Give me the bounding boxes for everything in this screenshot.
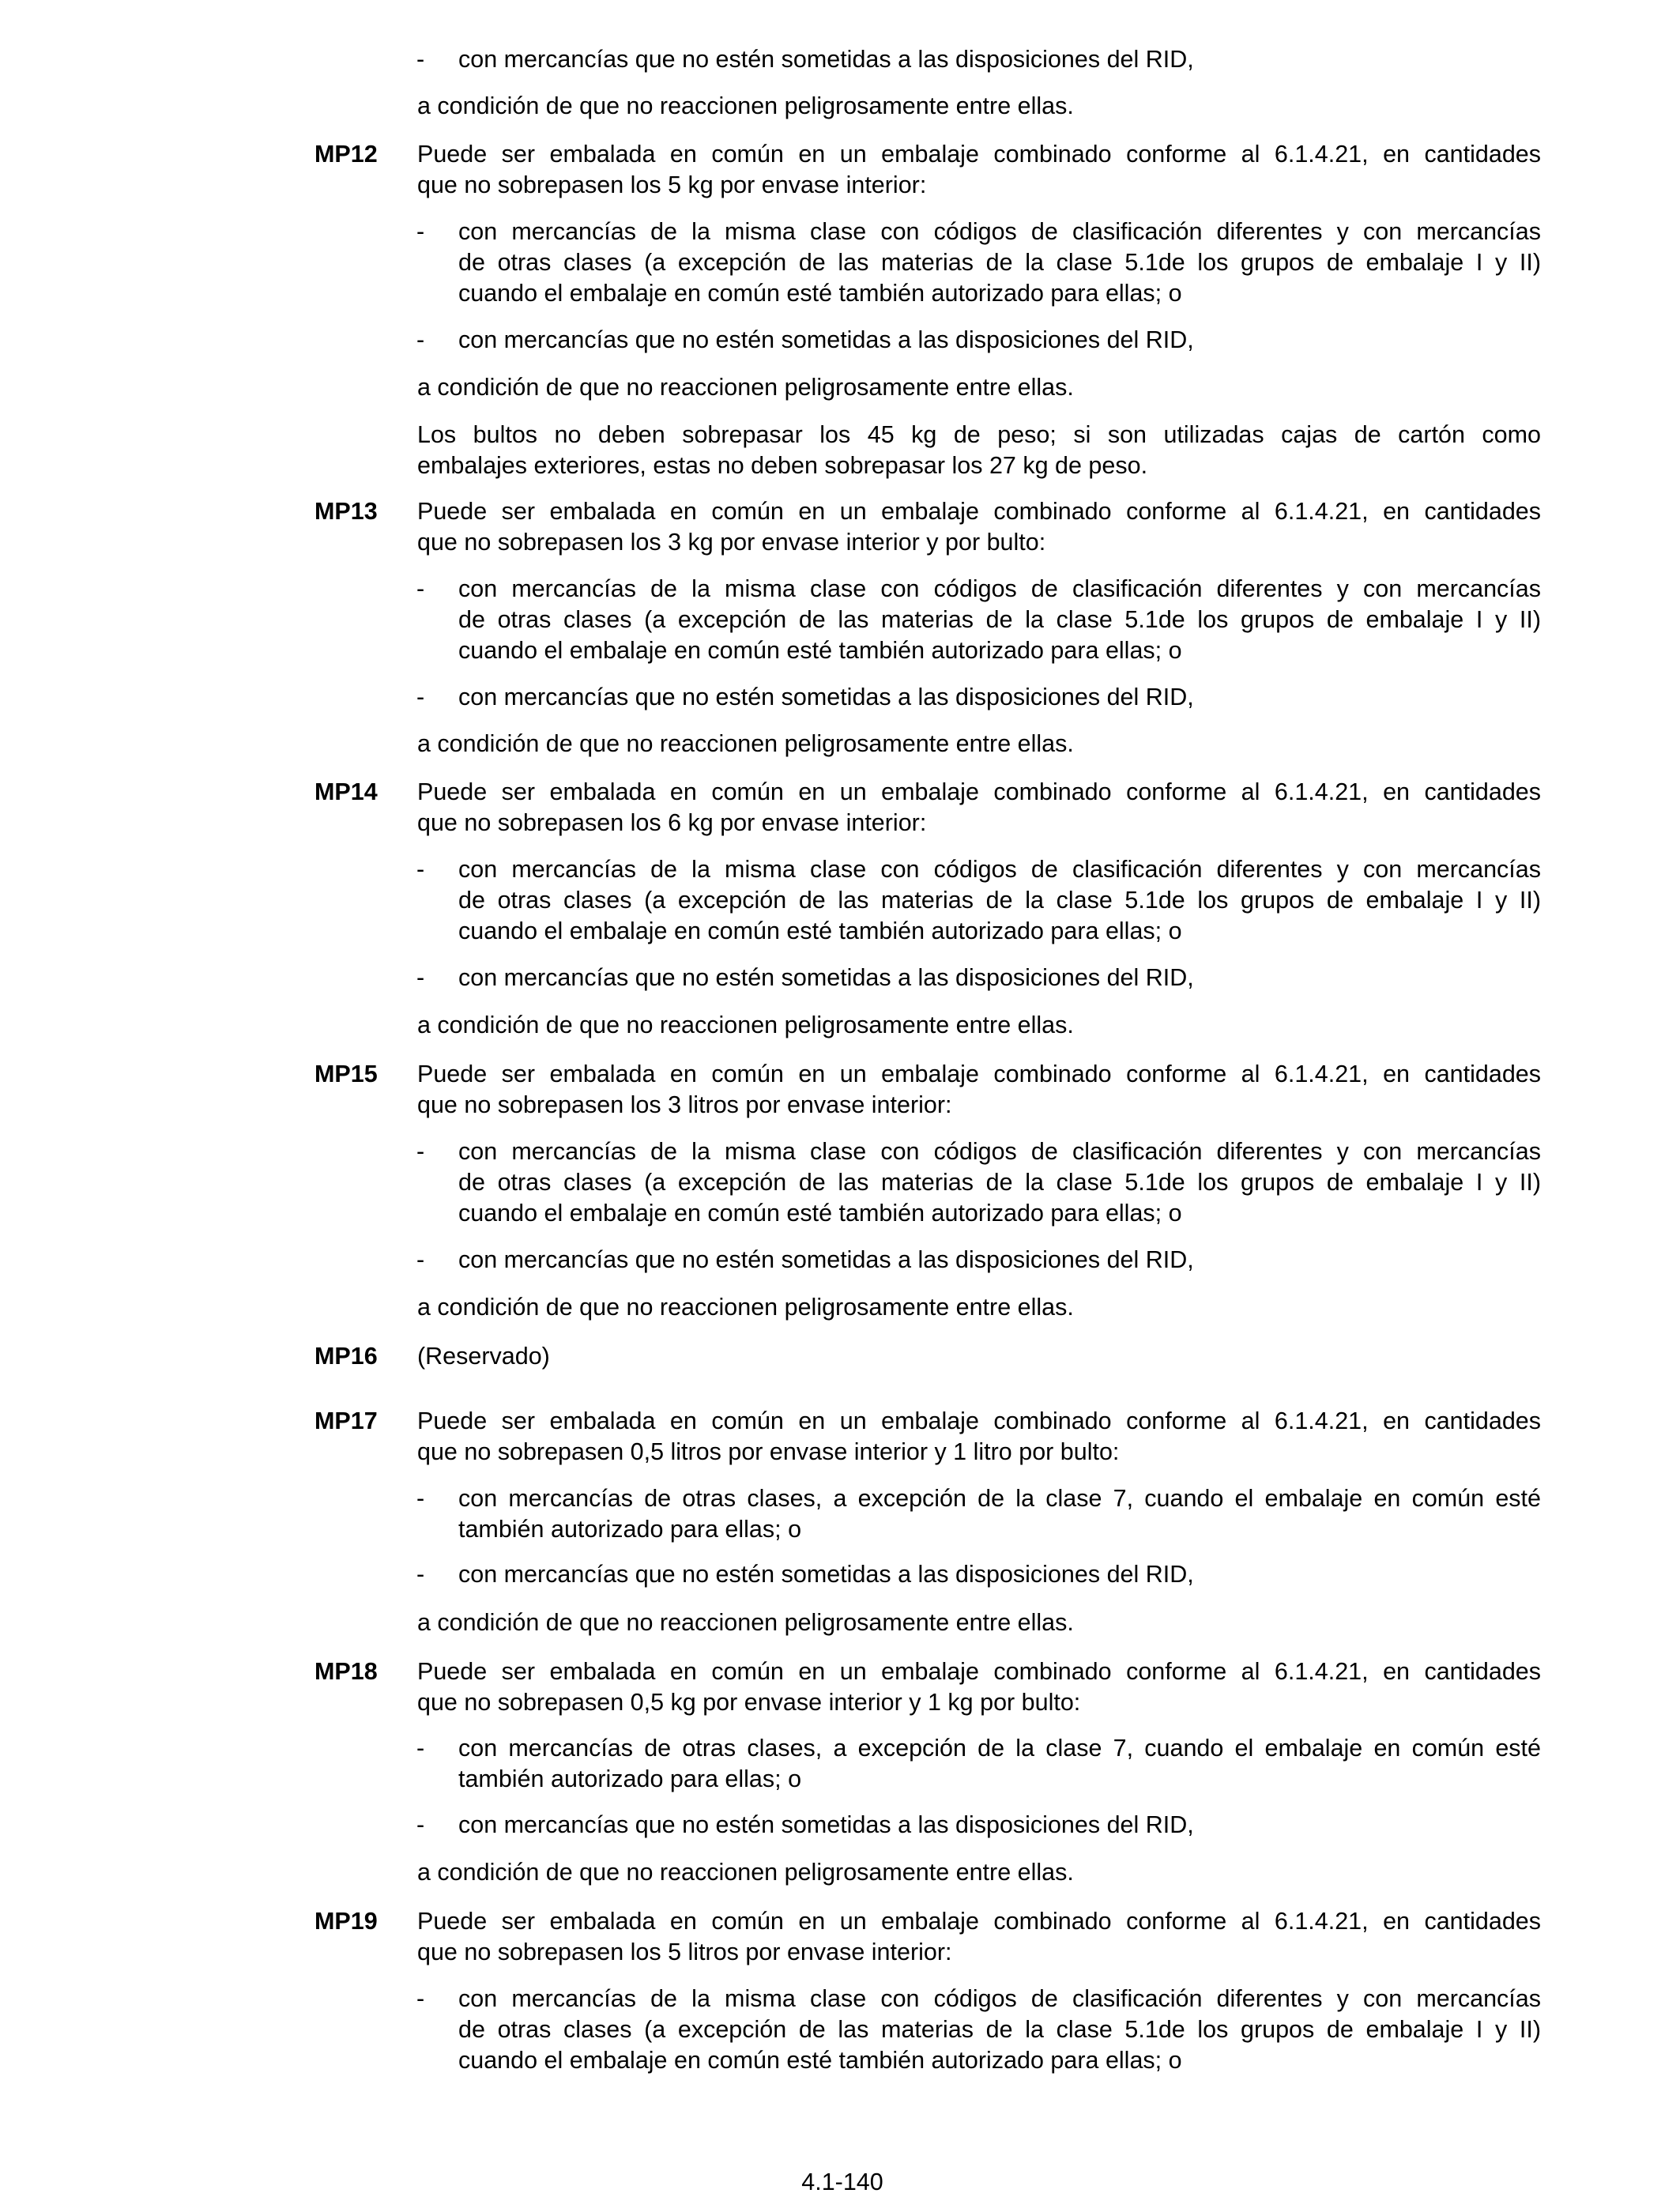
list-item-text: con mercancías que no estén sometidas a las disposiciones del RID, bbox=[458, 1246, 1194, 1273]
list-item-text: con mercancías de la misma clase con códigos de clasificación diferentes y con mercancías bbox=[458, 1985, 1541, 2012]
list-dash: - bbox=[416, 964, 425, 991]
paragraph-text: a condición de que no reaccionen peligrosamente entre ellas. bbox=[417, 730, 1074, 757]
list-item-text: también autorizado para ellas; o bbox=[458, 1516, 802, 1543]
provision-code: MP18 bbox=[315, 1658, 378, 1685]
list-item-text: con mercancías que no estén sometidas a las disposiciones del RID, bbox=[458, 1561, 1194, 1588]
list-item-text: con mercancías de la misma clase con códigos de clasificación diferentes y con mercancías bbox=[458, 575, 1541, 602]
list-dash: - bbox=[416, 218, 425, 245]
list-item-text: de otras clases (a excepción de las materias de la clase 5.1de los grupos de embalaje I y II) bbox=[458, 887, 1541, 914]
paragraph-text: a condición de que no reaccionen peligrosamente entre ellas. bbox=[417, 1609, 1074, 1636]
paragraph-text: a condición de que no reaccionen peligrosamente entre ellas. bbox=[417, 92, 1074, 119]
paragraph-text: a condición de que no reaccionen peligrosamente entre ellas. bbox=[417, 1294, 1074, 1321]
list-item-text: con mercancías de la misma clase con códigos de clasificación diferentes y con mercancías bbox=[458, 1138, 1541, 1165]
list-dash: - bbox=[416, 1735, 425, 1762]
list-dash: - bbox=[416, 1561, 425, 1588]
list-item-text: cuando el embalaje en común esté también autorizado para ellas; o bbox=[458, 280, 1182, 307]
provision-text: que no sobrepasen los 5 litros por envase interior: bbox=[417, 1939, 952, 1965]
list-dash: - bbox=[416, 326, 425, 353]
provision-code: MP12 bbox=[315, 141, 378, 168]
page-number: 4.1-140 bbox=[801, 2169, 883, 2195]
list-item-text: con mercancías de la misma clase con códigos de clasificación diferentes y con mercancías bbox=[458, 218, 1541, 245]
list-item-text: con mercancías que no estén sometidas a las disposiciones del RID, bbox=[458, 964, 1194, 991]
provision-text: Puede ser embalada en común en un embalaje combinado conforme al 6.1.4.21, en cantidades bbox=[417, 498, 1541, 525]
list-item-text: con mercancías de otras clases, a excepción de la clase 7, cuando el embalaje en común esté bbox=[458, 1735, 1541, 1762]
provision-code: MP15 bbox=[315, 1061, 378, 1087]
list-item-text: de otras clases (a excepción de las materias de la clase 5.1de los grupos de embalaje I y II) bbox=[458, 2016, 1541, 2043]
list-item-text: con mercancías que no estén sometidas a las disposiciones del RID, bbox=[458, 1811, 1194, 1838]
provision-code: MP16 bbox=[315, 1343, 378, 1370]
paragraph-text: Los bultos no deben sobrepasar los 45 kg de peso; si son utilizadas cajas de cartón como bbox=[417, 421, 1541, 448]
list-dash: - bbox=[416, 1246, 425, 1273]
provision-text: que no sobrepasen 0,5 litros por envase interior y 1 litro por bulto: bbox=[417, 1438, 1120, 1465]
list-item-text: con mercancías que no estén sometidas a las disposiciones del RID, bbox=[458, 684, 1194, 710]
paragraph-text: embalajes exteriores, estas no deben sobrepasar los 27 kg de peso. bbox=[417, 452, 1148, 479]
list-item-text: cuando el embalaje en común esté también autorizado para ellas; o bbox=[458, 2047, 1182, 2074]
provision-code: MP17 bbox=[315, 1408, 378, 1434]
list-item-text: de otras clases (a excepción de las materias de la clase 5.1de los grupos de embalaje I y II) bbox=[458, 1169, 1541, 1196]
list-item-text: cuando el embalaje en común esté también autorizado para ellas; o bbox=[458, 918, 1182, 944]
list-item-text: cuando el embalaje en común esté también autorizado para ellas; o bbox=[458, 637, 1182, 664]
provision-text: que no sobrepasen los 3 kg por envase interior y por bulto: bbox=[417, 529, 1046, 556]
paragraph-text: a condición de que no reaccionen peligrosamente entre ellas. bbox=[417, 1859, 1074, 1886]
provision-text: que no sobrepasen 0,5 kg por envase interior y 1 kg por bulto: bbox=[417, 1689, 1081, 1716]
list-dash: - bbox=[416, 1985, 425, 2012]
provision-text: que no sobrepasen los 5 kg por envase interior: bbox=[417, 171, 927, 198]
provision-text: Puede ser embalada en común en un embalaje combinado conforme al 6.1.4.21, en cantidades bbox=[417, 1061, 1541, 1087]
provision-code: MP13 bbox=[315, 498, 378, 525]
list-item-text: con mercancías de otras clases, a excepción de la clase 7, cuando el embalaje en común esté bbox=[458, 1485, 1541, 1512]
paragraph-text: a condición de que no reaccionen peligrosamente entre ellas. bbox=[417, 1012, 1074, 1038]
list-item-text: con mercancías que no estén sometidas a las disposiciones del RID, bbox=[458, 46, 1194, 73]
provision-code: MP19 bbox=[315, 1908, 378, 1935]
list-dash: - bbox=[416, 575, 425, 602]
list-dash: - bbox=[416, 1485, 425, 1512]
provision-text: (Reservado) bbox=[417, 1343, 550, 1370]
provision-text: Puede ser embalada en común en un embalaje combinado conforme al 6.1.4.21, en cantidades bbox=[417, 1908, 1541, 1935]
provision-text: Puede ser embalada en común en un embalaje combinado conforme al 6.1.4.21, en cantidades bbox=[417, 1658, 1541, 1685]
provision-text: Puede ser embalada en común en un embalaje combinado conforme al 6.1.4.21, en cantidades bbox=[417, 141, 1541, 168]
list-item-text: con mercancías de la misma clase con códigos de clasificación diferentes y con mercancías bbox=[458, 856, 1541, 883]
list-dash: - bbox=[416, 46, 425, 73]
provision-text: Puede ser embalada en común en un embalaje combinado conforme al 6.1.4.21, en cantidades bbox=[417, 1408, 1541, 1434]
provision-text: que no sobrepasen los 3 litros por envase interior: bbox=[417, 1091, 952, 1118]
list-item-text: con mercancías que no estén sometidas a las disposiciones del RID, bbox=[458, 326, 1194, 353]
paragraph-text: a condición de que no reaccionen peligrosamente entre ellas. bbox=[417, 374, 1074, 401]
list-item-text: cuando el embalaje en común esté también autorizado para ellas; o bbox=[458, 1200, 1182, 1227]
list-dash: - bbox=[416, 856, 425, 883]
provision-text: Puede ser embalada en común en un embalaje combinado conforme al 6.1.4.21, en cantidades bbox=[417, 778, 1541, 805]
list-dash: - bbox=[416, 684, 425, 710]
provision-text: que no sobrepasen los 6 kg por envase interior: bbox=[417, 809, 927, 836]
list-dash: - bbox=[416, 1138, 425, 1165]
list-dash: - bbox=[416, 1811, 425, 1838]
list-item-text: también autorizado para ellas; o bbox=[458, 1766, 802, 1792]
provision-code: MP14 bbox=[315, 778, 378, 805]
list-item-text: de otras clases (a excepción de las materias de la clase 5.1de los grupos de embalaje I y II) bbox=[458, 249, 1541, 276]
list-item-text: de otras clases (a excepción de las materias de la clase 5.1de los grupos de embalaje I y II) bbox=[458, 606, 1541, 633]
